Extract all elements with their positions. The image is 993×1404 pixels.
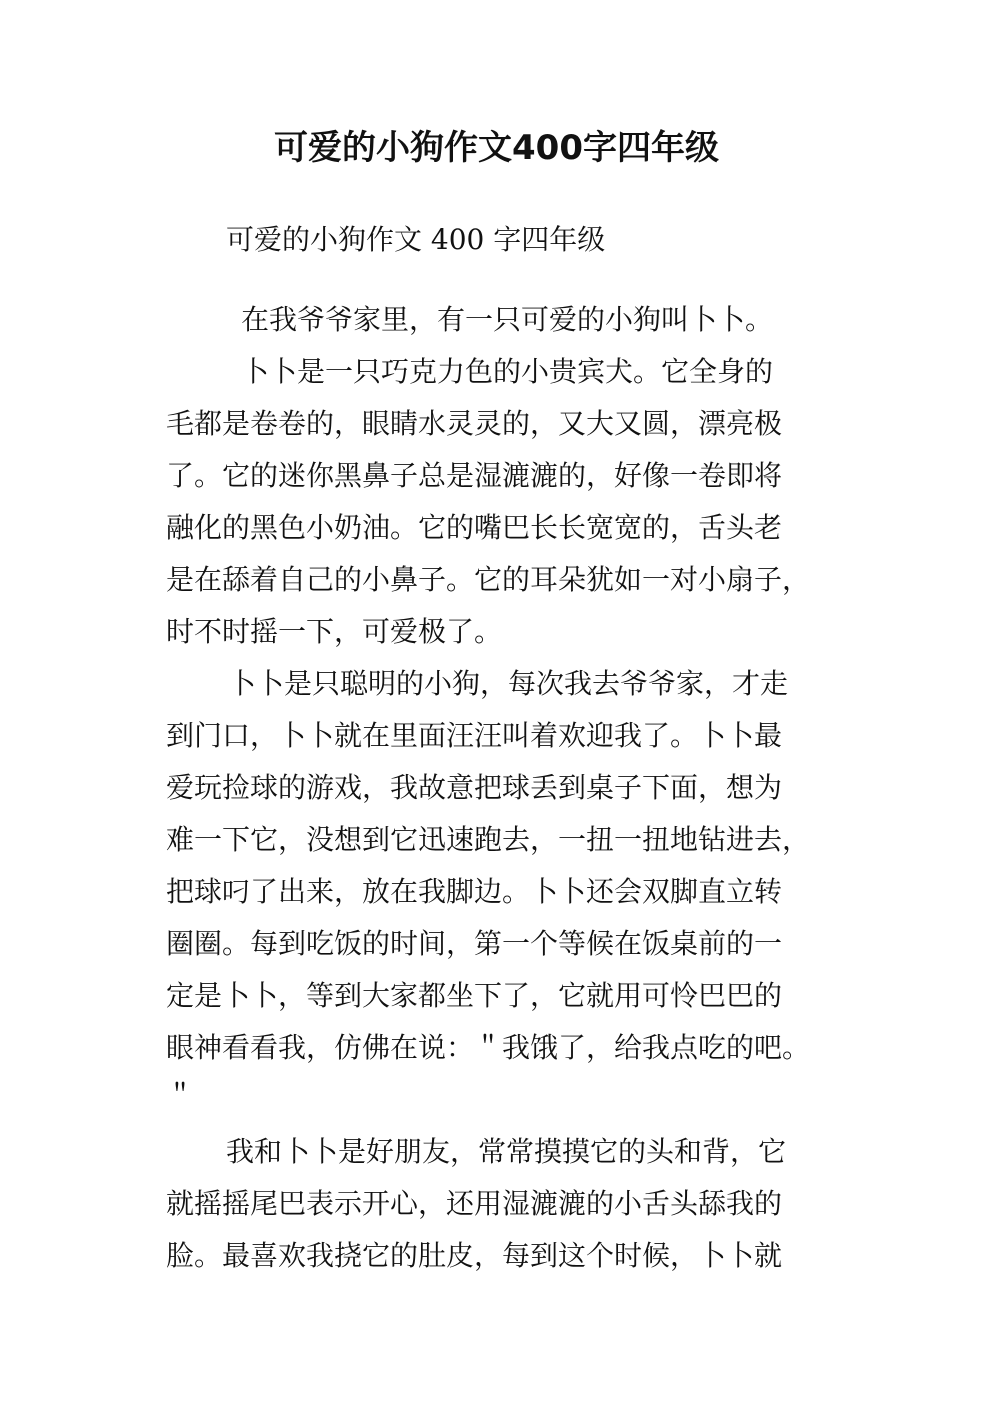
text-line: 圈圈。每到吃饭的时间，第一个等候在饭桌前的一: [166, 927, 783, 960]
text-line: 眼神看看我，仿佛在说：＂我饿了，给我点吃的吧。: [166, 1031, 811, 1064]
text-line: 时不时摇一下，可爱极了。: [166, 615, 503, 648]
text-line: 可爱的小狗作文 400 字四年级: [226, 223, 606, 256]
text-line: 了。它的迷你黑鼻子总是湿漉漉的，好像一卷即将: [166, 459, 783, 492]
text-line: 卜卜是一只巧克力色的小贵宾犬。它全身的: [241, 355, 774, 388]
text-line: 卜卜是只聪明的小狗，每次我去爷爷家，才走: [228, 667, 789, 700]
text-line: 到门口，卜卜就在里面汪汪叫着欢迎我了。卜卜最: [166, 719, 783, 752]
text-line: 毛都是卷卷的，眼睛水灵灵的，又大又圆，漂亮极: [166, 407, 783, 440]
text-line: 爱玩捡球的游戏，我故意把球丢到桌子下面，想为: [166, 771, 783, 804]
text-line: 把球叼了出来，放在我脚边。卜卜还会双脚直立转: [166, 875, 783, 908]
text-line: 难一下它，没想到它迅速跑去，一扭一扭地钻进去，: [166, 823, 811, 856]
text-line: ＂: [166, 1079, 195, 1112]
text-line: 就摇摇尾巴表示开心，还用湿漉漉的小舌头舔我的: [166, 1187, 783, 1220]
document-title: 可爱的小狗作文400字四年级: [274, 128, 719, 168]
text-line: 在我爷爷家里，有一只可爱的小狗叫卜卜。: [241, 303, 774, 336]
text-line: 是在舔着自己的小鼻子。它的耳朵犹如一对小扇子，: [166, 563, 811, 596]
text-line: 脸。最喜欢我挠它的肚皮，每到这个时候，卜卜就: [166, 1239, 783, 1272]
text-line: 定是卜卜，等到大家都坐下了，它就用可怜巴巴的: [166, 979, 783, 1012]
text-line: 我和卜卜是好朋友，常常摸摸它的头和背，它: [226, 1135, 787, 1168]
text-line: 融化的黑色小奶油。它的嘴巴长长宽宽的，舌头老: [166, 511, 783, 544]
